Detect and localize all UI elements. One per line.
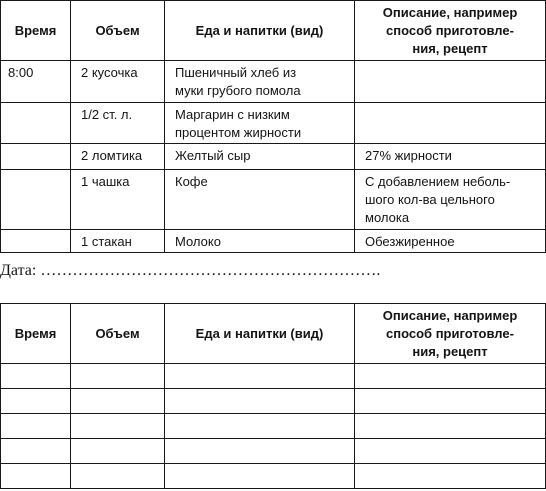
header-food <box>165 304 355 364</box>
description-cell <box>355 230 546 253</box>
food-line: Кофе <box>175 174 208 189</box>
blank-volume-cell <box>71 364 165 389</box>
header-volume <box>71 1 165 61</box>
food-line: Маргарин с низким <box>175 107 290 122</box>
blank-volume-cell <box>71 439 165 464</box>
blank-description-cell <box>355 439 546 464</box>
description-cell <box>355 103 546 144</box>
header-time-label: Время <box>14 325 57 341</box>
description-cell <box>355 144 546 170</box>
time-cell <box>1 144 71 170</box>
blank-food-cell <box>165 364 355 389</box>
header-description-line: ния, рецепт <box>412 40 488 56</box>
volume-cell: 2 ломтика <box>71 144 165 170</box>
header-volume-label: Объем <box>95 22 140 38</box>
date-line: Дата: ………………………………………………………. <box>0 262 381 279</box>
food-line: Пшеничный хлеб из <box>175 65 297 80</box>
header-volume <box>71 304 165 364</box>
blank-food-cell <box>165 464 355 489</box>
header-food-label: Еда и напитки (вид) <box>195 22 324 38</box>
food-cell <box>165 144 355 170</box>
blank-time-cell <box>1 389 71 414</box>
header-description-line: способ приготовле- <box>386 325 514 341</box>
food-cell <box>165 170 355 230</box>
blank-description-cell <box>355 389 546 414</box>
food-cell <box>165 103 355 144</box>
volume-cell: 1 стакан <box>71 230 165 253</box>
header-volume-label: Объем <box>95 325 140 341</box>
blank-description-cell <box>355 414 546 439</box>
time-cell <box>1 170 71 230</box>
blank-volume-cell <box>71 464 165 489</box>
blank-volume-cell <box>71 389 165 414</box>
food-line: Молоко <box>175 234 221 249</box>
blank-description-cell <box>355 464 546 489</box>
food-line: Желтый сыр <box>175 148 251 163</box>
blank-food-cell <box>165 414 355 439</box>
header-time <box>1 1 71 61</box>
blank-time-cell <box>1 439 71 464</box>
header-description-line: Описание, например <box>382 4 518 20</box>
volume-cell: 1/2 ст. л. <box>71 103 165 144</box>
blank-time-cell <box>1 414 71 439</box>
time-cell <box>1 230 71 253</box>
blank-food-cell <box>165 439 355 464</box>
header-food-label: Еда и напитки (вид) <box>195 325 324 341</box>
blank-description-cell <box>355 364 546 389</box>
blank-diary-table <box>0 303 546 489</box>
blank-food-cell <box>165 389 355 414</box>
blank-time-cell <box>1 464 71 489</box>
description-line: шого кол-ва цельного <box>365 192 495 207</box>
description-line: С добавлением неболь- <box>365 174 511 189</box>
header-food <box>165 1 355 61</box>
header-description-line: ния, рецепт <box>412 343 488 359</box>
header-time-label: Время <box>14 22 57 38</box>
header-description-line: Описание, например <box>382 307 518 323</box>
header-description-line: способ приготовле- <box>386 22 514 38</box>
header-description <box>355 304 546 364</box>
time-cell: 8:00 <box>1 61 71 103</box>
food-line: муки грубого помола <box>175 83 301 98</box>
description-line: молока <box>365 210 410 225</box>
description-cell <box>355 170 546 230</box>
time-cell <box>1 103 71 144</box>
blank-time-cell <box>1 364 71 389</box>
food-cell <box>165 61 355 103</box>
food-line: процентом жирности <box>175 125 302 140</box>
header-description <box>355 1 546 61</box>
blank-volume-cell <box>71 414 165 439</box>
description-line: Обезжиренное <box>365 234 455 249</box>
volume-cell: 2 кусочка <box>71 61 165 103</box>
description-cell <box>355 61 546 103</box>
volume-cell: 1 чашка <box>71 170 165 230</box>
header-time <box>1 304 71 364</box>
description-line: 27% жирности <box>365 148 452 163</box>
food-cell <box>165 230 355 253</box>
